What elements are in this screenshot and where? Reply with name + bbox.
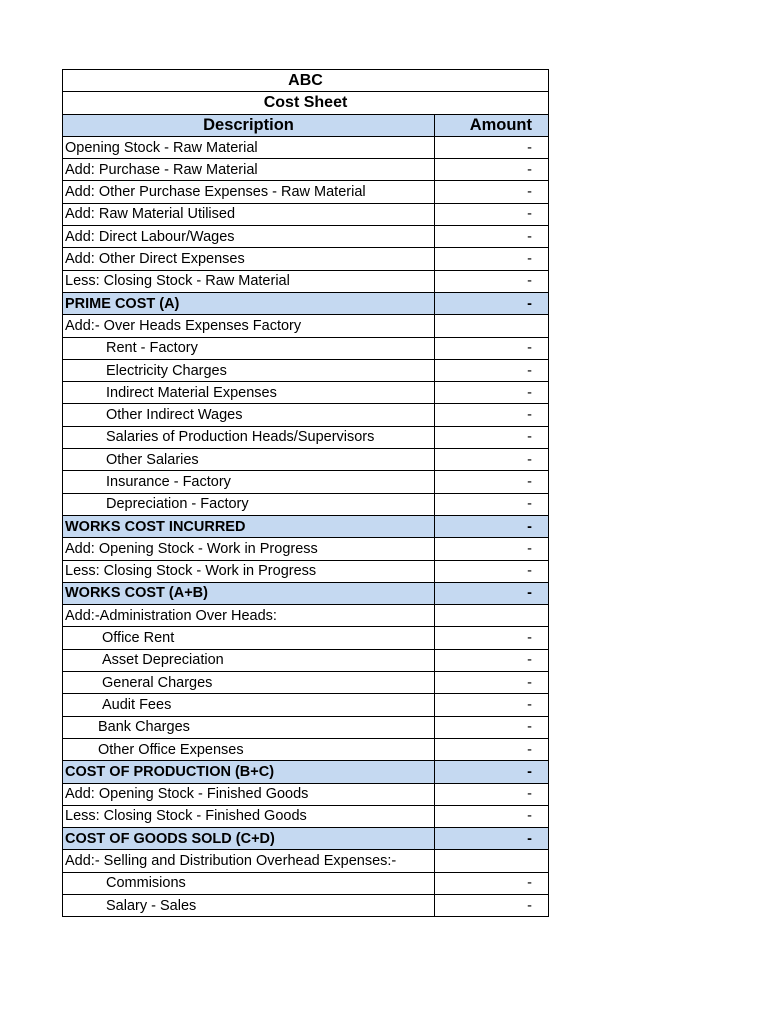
company-row (63, 70, 549, 92)
amount-cell[interactable]: - (435, 493, 549, 515)
table-row (63, 203, 549, 225)
subtotal-amount-cell[interactable]: - (435, 582, 549, 604)
table-row (63, 226, 549, 248)
subtotal-label-cell[interactable]: COST OF GOODS SOLD (C+D) (63, 828, 435, 850)
company-name[interactable]: ABC (63, 70, 549, 92)
amount-cell[interactable] (435, 315, 549, 337)
description-cell[interactable]: Opening Stock - Raw Material (63, 136, 435, 158)
amount-cell[interactable]: - (435, 872, 549, 894)
amount-cell[interactable]: - (435, 404, 549, 426)
description-cell[interactable]: Office Rent (63, 627, 435, 649)
table-row (63, 359, 549, 381)
description-cell[interactable]: General Charges (63, 672, 435, 694)
amount-cell[interactable]: - (435, 181, 549, 203)
description-cell[interactable]: Add: Raw Material Utilised (63, 203, 435, 225)
table-row (63, 761, 549, 783)
description-cell[interactable]: Add:- Over Heads Expenses Factory (63, 315, 435, 337)
subtotal-label-cell[interactable]: COST OF PRODUCTION (B+C) (63, 761, 435, 783)
description-cell[interactable]: Add: Other Purchase Expenses - Raw Material (63, 181, 435, 203)
amount-cell[interactable]: - (435, 894, 549, 916)
description-cell[interactable]: Add: Opening Stock - Work in Progress (63, 538, 435, 560)
table-row (63, 337, 549, 359)
table-row (63, 738, 549, 760)
table-row (63, 649, 549, 671)
title-row (63, 92, 549, 114)
description-cell[interactable]: Commisions (63, 872, 435, 894)
cost-sheet-table (62, 69, 549, 917)
table-row (63, 894, 549, 916)
table-row (63, 181, 549, 203)
description-cell[interactable]: Less: Closing Stock - Finished Goods (63, 805, 435, 827)
description-cell[interactable]: Depreciation - Factory (63, 493, 435, 515)
amount-cell[interactable]: - (435, 716, 549, 738)
table-row (63, 493, 549, 515)
amount-cell[interactable]: - (435, 783, 549, 805)
subtotal-amount-cell[interactable]: - (435, 761, 549, 783)
table-row (63, 449, 549, 471)
table-row (63, 850, 549, 872)
subtotal-label-cell[interactable]: WORKS COST (A+B) (63, 582, 435, 604)
amount-cell[interactable]: - (435, 649, 549, 671)
table-row (63, 159, 549, 181)
table-row (63, 627, 549, 649)
amount-cell[interactable]: - (435, 248, 549, 270)
description-cell[interactable]: Other Office Expenses (63, 738, 435, 760)
amount-cell[interactable]: - (435, 159, 549, 181)
amount-cell[interactable]: - (435, 136, 549, 158)
table-row (63, 672, 549, 694)
table-row (63, 716, 549, 738)
description-cell[interactable]: Salary - Sales (63, 894, 435, 916)
table-row (63, 805, 549, 827)
description-cell[interactable]: Add: Purchase - Raw Material (63, 159, 435, 181)
column-header-description[interactable]: Description (63, 114, 435, 136)
amount-cell[interactable]: - (435, 560, 549, 582)
description-cell[interactable]: Add: Other Direct Expenses (63, 248, 435, 270)
table-row (63, 136, 549, 158)
table-row (63, 471, 549, 493)
table-row (63, 828, 549, 850)
description-cell[interactable]: Indirect Material Expenses (63, 382, 435, 404)
description-cell[interactable]: Rent - Factory (63, 337, 435, 359)
description-cell[interactable]: Insurance - Factory (63, 471, 435, 493)
table-row (63, 270, 549, 292)
subtotal-label-cell[interactable]: PRIME COST (A) (63, 292, 435, 314)
table-row (63, 382, 549, 404)
table-row (63, 292, 549, 314)
amount-cell[interactable]: - (435, 805, 549, 827)
description-cell[interactable]: Less: Closing Stock - Raw Material (63, 270, 435, 292)
amount-cell[interactable]: - (435, 538, 549, 560)
description-cell[interactable]: Add:- Selling and Distribution Overhead Expenses:- (63, 850, 435, 872)
amount-cell[interactable] (435, 605, 549, 627)
table-row (63, 783, 549, 805)
description-cell[interactable]: Other Salaries (63, 449, 435, 471)
column-header-row (63, 114, 549, 136)
amount-cell[interactable]: - (435, 226, 549, 248)
subtotal-label-cell[interactable]: WORKS COST INCURRED (63, 515, 435, 537)
table-row (63, 315, 549, 337)
column-header-amount[interactable]: Amount (435, 114, 549, 136)
description-cell[interactable]: Other Indirect Wages (63, 404, 435, 426)
description-cell[interactable]: Audit Fees (63, 694, 435, 716)
amount-cell[interactable]: - (435, 337, 549, 359)
table-row (63, 872, 549, 894)
table-row (63, 538, 549, 560)
amount-cell[interactable]: - (435, 627, 549, 649)
amount-cell[interactable]: - (435, 694, 549, 716)
amount-cell[interactable]: - (435, 426, 549, 448)
subtotal-amount-cell[interactable]: - (435, 515, 549, 537)
subtotal-amount-cell[interactable]: - (435, 828, 549, 850)
table-row (63, 560, 549, 582)
table-row (63, 694, 549, 716)
table-row (63, 404, 549, 426)
description-cell[interactable]: Bank Charges (63, 716, 435, 738)
amount-cell[interactable]: - (435, 449, 549, 471)
sheet-title[interactable]: Cost Sheet (63, 92, 549, 114)
table-row (63, 426, 549, 448)
description-cell[interactable]: Add: Direct Labour/Wages (63, 226, 435, 248)
description-cell[interactable]: Asset Depreciation (63, 649, 435, 671)
description-cell[interactable]: Electricity Charges (63, 359, 435, 381)
description-cell[interactable]: Add:-Administration Over Heads: (63, 605, 435, 627)
amount-cell[interactable]: - (435, 203, 549, 225)
amount-cell[interactable]: - (435, 270, 549, 292)
table-row (63, 515, 549, 537)
table-row (63, 605, 549, 627)
amount-cell[interactable]: - (435, 471, 549, 493)
description-cell[interactable]: Add: Opening Stock - Finished Goods (63, 783, 435, 805)
amount-cell[interactable] (435, 850, 549, 872)
description-cell[interactable]: Less: Closing Stock - Work in Progress (63, 560, 435, 582)
table-row (63, 248, 549, 270)
table-row (63, 582, 549, 604)
description-cell[interactable]: Salaries of Production Heads/Supervisors (63, 426, 435, 448)
subtotal-amount-cell[interactable]: - (435, 292, 549, 314)
amount-cell[interactable]: - (435, 359, 549, 381)
amount-cell[interactable]: - (435, 738, 549, 760)
amount-cell[interactable]: - (435, 382, 549, 404)
amount-cell[interactable]: - (435, 672, 549, 694)
